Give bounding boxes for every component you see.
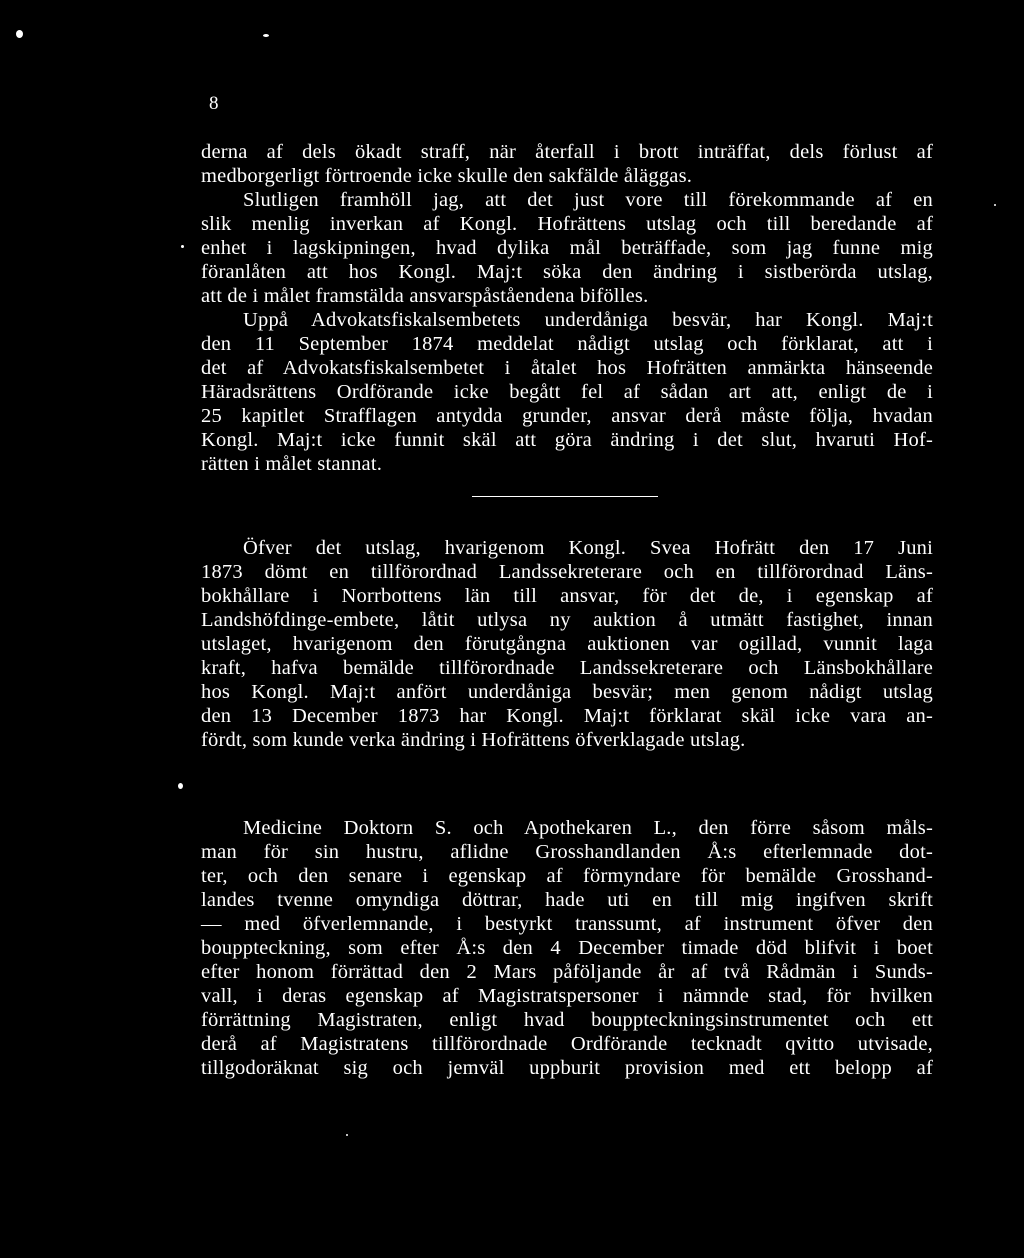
text-line: derna af dels ökadt straff, när återfall i brott inträffat, dels förlust af (201, 141, 933, 163)
text-line: derå af Magistratens tillförordnade Ordförande tecknadt qvitto utvisade, (201, 1033, 933, 1055)
text-line: bokhållare i Norrbottens län till ansvar, för det de, i egenskap af (201, 585, 933, 607)
text-line: fördt, som kunde verka ändring i Hofrättens öfverklagade utslag. (201, 729, 746, 751)
text-line: den 11 September 1874 meddelat nådigt utslag och förklarat, att i (201, 333, 933, 355)
text-line: 25 kapitlet Strafflagen antydda grunder, ansvar derå måste följa, hvadan (201, 405, 933, 427)
scan-speck (263, 34, 269, 37)
page-number: 8 (209, 93, 219, 114)
text-line: slik menlig inverkan af Kongl. Hofrättens utslag och till beredande af (201, 213, 933, 235)
text-line: landes tvenne omyndiga döttrar, hade uti en till mig ingifven skrift (201, 889, 933, 911)
text-line: ter, och den senare i egenskap af förmyndare för bemälde Grosshand- (201, 865, 933, 887)
scan-speck (181, 245, 184, 248)
text-line: vall, i deras egenskap af Magistratspersoner i nämnde stad, för hvilken (201, 985, 933, 1007)
text-line: rätten i målet stannat. (201, 453, 383, 475)
text-line: förrättning Magistraten, enligt hvad bouppteckningsinstrumentet och ett (201, 1009, 933, 1031)
text-line: Landshöfdinge-embete, låtit utlysa ny auktion å utmätt fastighet, innan (201, 609, 933, 631)
text-line: bouppteckning, som efter Å:s den 4 December timade död blifvit i boet (201, 937, 933, 959)
text-line: — med öfverlemnande, i bestyrkt transsumt, af instrument öfver den (201, 913, 933, 935)
scan-speck (994, 204, 996, 206)
scan-speck (346, 1134, 348, 1136)
text-line: utslaget, hvarigenom den förutgångna auktionen var ogillad, vunnit laga (201, 633, 933, 655)
text-line: 1873 dömt en tillförordnad Landssekreterare och en tillförordnad Läns- (201, 561, 933, 583)
scan-speck (16, 30, 23, 38)
text-line: enhet i lagskipningen, hvad dylika mål beträffade, som jag funne mig (201, 237, 933, 259)
text-line: tillgodoräknat sig och jemväl uppburit provision med ett belopp af (201, 1057, 933, 1079)
text-line: det af Advokatsfiskalsembetet i åtalet hos Hofrätten anmärkta hänseende (201, 357, 933, 379)
text-line: medborgerligt förtroende icke skulle den sakfälde åläggas. (201, 165, 693, 187)
text-line: Öfver det utslag, hvarigenom Kongl. Svea Hofrätt den 17 Juni (243, 537, 933, 559)
text-line: Medicine Doktorn S. och Apothekaren L., den förre såsom måls- (243, 817, 933, 839)
text-line: efter honom förrättad den 2 Mars påföljande år af två Rådmän i Sunds- (201, 961, 933, 983)
text-line: hos Kongl. Maj:t anfört underdåniga besvär; men genom nådigt utslag (201, 681, 933, 703)
text-line: man för sin hustru, aflidne Grosshandlanden Å:s efterlemnade dot- (201, 841, 933, 863)
text-line: den 13 December 1873 har Kongl. Maj:t förklarat skäl icke vara an- (201, 705, 933, 727)
text-line: Slutligen framhöll jag, att det just vore till förekommande af en (243, 189, 933, 211)
section-divider (472, 496, 658, 497)
text-line: Kongl. Maj:t icke funnit skäl att göra ändring i det slut, hvaruti Hof- (201, 429, 933, 451)
text-line: att de i målet framstälda ansvarspåståendena bifölles. (201, 285, 649, 307)
text-line: kraft, hafva bemälde tillförordnade Landssekreterare och Länsbokhållare (201, 657, 933, 679)
text-line: Häradsrättens Ordförande icke begått fel af sådan art att, enligt de i (201, 381, 933, 403)
text-line: Uppå Advokatsfiskalsembetets underdåniga besvär, har Kongl. Maj:t (243, 309, 933, 331)
text-line: föranlåten att hos Kongl. Maj:t söka den ändring i sistberörda utslag, (201, 261, 933, 283)
scan-speck (178, 783, 183, 789)
